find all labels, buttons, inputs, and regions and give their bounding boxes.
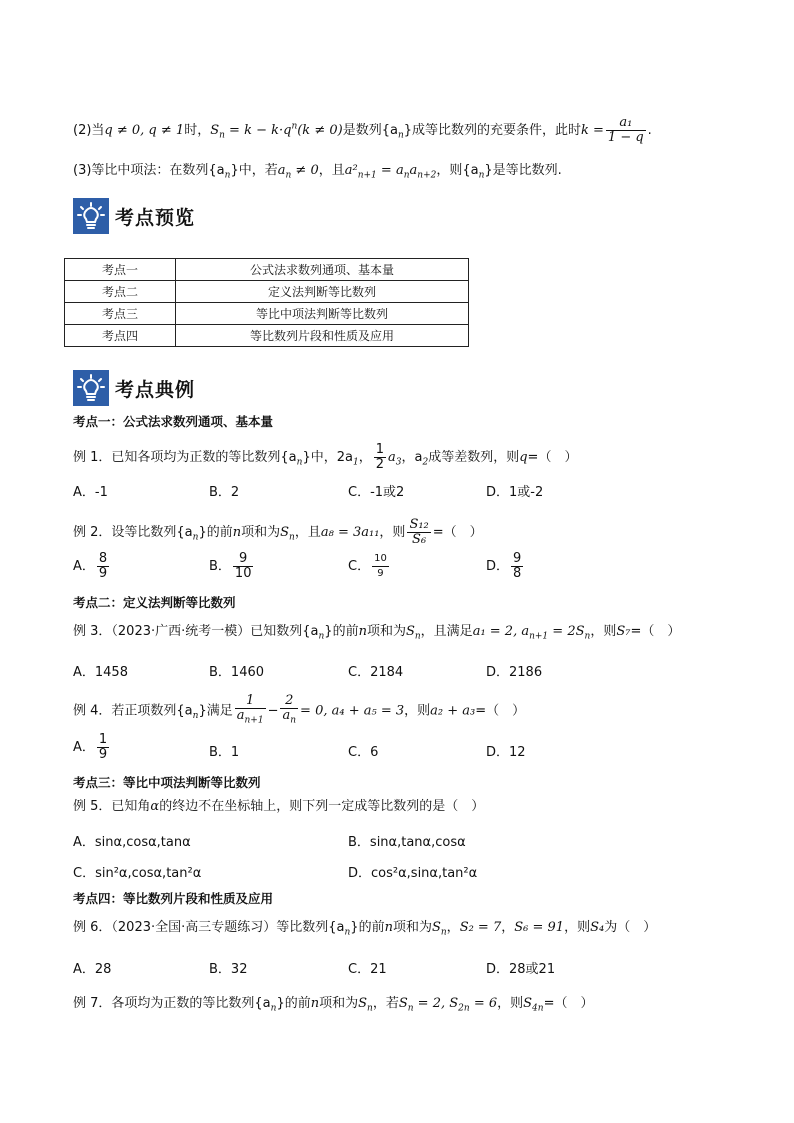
example-1: 例 1．已知各项均为正数的等比数列$\{a_n\}$中，$2a_1$， $\frac{1}{2}$ $a_3$，$a_2$成等差数列，则q=（ ） xyxy=(73,442,578,472)
text: 例 4．若正项数列{a xyxy=(73,703,193,719)
intro-line-3: (3)等比中项法：在数列$\{a_n\}$中，若$a_n \ne 0$，且$a^2_{n+1} = a_na_{n+2}$，则$\{a_n\}$是等比数列. xyxy=(73,163,562,181)
heading-title: 考点典例 xyxy=(115,378,196,401)
math: a₂ + a₃ xyxy=(430,703,476,719)
example-4: 例 4．若正项数列$\{a_n\}$满足 $\frac{1}{a_{n+1}}$ − $\frac{2}{a_n}$ = 0, a₄ + a₅ = 3，则a₂ + a₃=（ ） xyxy=(73,693,526,726)
text: ，且 xyxy=(318,163,345,178)
text: 是数列{a xyxy=(342,123,398,138)
fraction: $\frac{8}{9}$ xyxy=(98,551,108,581)
math: α xyxy=(150,799,160,814)
text: − xyxy=(267,703,279,719)
example-5 xyxy=(73,798,484,816)
option-b[interactable]: B． $\frac{9}{10}$ xyxy=(209,551,252,581)
text: 的终边不在坐标轴上，则下列一定成等比数列的是（ ） xyxy=(159,799,485,814)
lightbulb-icon xyxy=(73,198,109,234)
section-title: 考点三：等比中项法判断等比数列 xyxy=(73,775,261,790)
text: (2)当 xyxy=(73,123,105,138)
math: a xyxy=(388,450,396,465)
section-title: 考点四：等比数列片段和性质及应用 xyxy=(73,891,274,906)
text: ，则 xyxy=(379,525,406,540)
math: a₈ = 3a₁₁ xyxy=(320,525,380,540)
math: S xyxy=(358,996,368,1011)
section-title: 考点一：公式法求数列通项、基本量 xyxy=(73,414,274,429)
math: a₁ = 2, a xyxy=(472,624,530,639)
option-d[interactable]: D．12 xyxy=(486,745,526,760)
text: }的前 xyxy=(198,525,233,540)
option-a[interactable]: A． $\frac{1}{9}$ xyxy=(73,732,108,762)
text: ，则 xyxy=(497,996,524,1011)
text: ， xyxy=(358,450,372,465)
math: = a xyxy=(376,163,404,178)
fraction: $\frac{\text{S₁₂}}{\text{S₆}}$ xyxy=(409,517,429,547)
table-cell: 考点二 xyxy=(65,281,176,303)
table-cell: 公式法求数列通项、基本量 xyxy=(176,259,469,281)
text: ，a xyxy=(401,450,423,465)
math: a xyxy=(409,163,418,178)
text: =（ ） xyxy=(432,525,483,540)
math: = 0, a₄ + a₅ = 3 xyxy=(300,703,405,719)
math: n xyxy=(310,996,320,1011)
option-c[interactable]: C．21 xyxy=(348,962,387,977)
math: S xyxy=(280,525,290,540)
table-cell: 考点一 xyxy=(65,259,176,281)
math: S₆ = 91 xyxy=(514,920,565,935)
option-d[interactable]: D．1或-2 xyxy=(486,485,544,500)
fraction: $\frac{1}{9}$ xyxy=(98,732,108,762)
math: S xyxy=(523,996,533,1011)
table-cell: 等比中项法判断等比数列 xyxy=(176,303,469,325)
math: q xyxy=(519,450,528,465)
text: 项和为 xyxy=(366,624,406,639)
preview-heading xyxy=(73,198,195,234)
text: }的前 xyxy=(324,624,359,639)
text: =（ ） xyxy=(543,996,594,1011)
text: =（ ） xyxy=(630,624,681,639)
math: S₄ xyxy=(590,920,605,935)
text: }中，若 xyxy=(230,163,278,178)
section-title: 考点二：定义法判断等比数列 xyxy=(73,595,236,610)
math: n xyxy=(358,624,367,639)
option-c[interactable]: C．sin²α,cosα,tan²α xyxy=(73,866,202,881)
option-d[interactable]: D． $\frac{9}{8}$ xyxy=(486,551,522,581)
example-3: 例 3．（2023·广西·统考一模）已知数列$\{a_n\}$的前n项和为$S_n$，且满足a₁ = 2, $a_{n+1} = 2S_n$，则S₇=（ ） xyxy=(73,624,681,642)
math: (k ≠ 0) xyxy=(297,123,343,138)
text: 例 1．已知各项均为正数的等比数列{a xyxy=(73,450,297,465)
option-c[interactable]: C． $\frac{10}{9}$ xyxy=(348,553,387,579)
heading-title: 考点预览 xyxy=(115,206,196,229)
option-b[interactable]: B．2 xyxy=(209,485,240,500)
option-a[interactable]: A． $\frac{8}{9}$ xyxy=(73,551,108,581)
math: = 2, S xyxy=(413,996,459,1011)
fraction: $\frac{1}{a_{n+1}}$ xyxy=(236,693,264,726)
option-b[interactable]: B．1 xyxy=(209,745,240,760)
option-c[interactable]: C．6 xyxy=(348,745,379,760)
overview-table xyxy=(64,258,469,347)
text: ， xyxy=(501,920,515,935)
table-cell: 考点三 xyxy=(65,303,176,325)
text: 时， xyxy=(184,123,211,138)
text: 成等差数列，则 xyxy=(428,450,520,465)
option-d[interactable]: D．28或21 xyxy=(486,962,556,977)
math: = k − k·q xyxy=(224,123,292,138)
example-7: 例 7．各项均为正数的等比数列$\{a_n\}$的前n项和为$S_n$，若$S_n = 2$, $S_{2n} = 6$，则$S_{4n}=$（ ） xyxy=(73,996,594,1014)
option-d[interactable]: D．2186 xyxy=(486,665,543,680)
option-c[interactable]: C．2184 xyxy=(348,665,404,680)
text: 例 2．设等比数列{a xyxy=(73,525,193,540)
text: }的前 xyxy=(350,920,385,935)
math: S xyxy=(405,624,415,639)
table-row xyxy=(65,281,469,303)
math: a² xyxy=(344,163,358,178)
math: S₂ = 7 xyxy=(459,920,502,935)
math: = 2S xyxy=(548,624,585,639)
text: 例 5．已知角 xyxy=(73,799,151,814)
text: }中，2a xyxy=(302,450,353,465)
table-row xyxy=(65,259,469,281)
text: }满足 xyxy=(198,703,233,719)
option-d[interactable]: D．cos²α,sinα,tan²α xyxy=(348,866,478,881)
text: }的前 xyxy=(276,996,311,1011)
table-cell: 定义法判断等比数列 xyxy=(176,281,469,303)
text: =（ ） xyxy=(475,703,526,719)
math: ≠ 0 xyxy=(291,163,319,178)
math: k = xyxy=(581,123,604,138)
text: (3)等比中项法：在数列{a xyxy=(73,163,225,178)
fraction: $\frac{1}{2}$ xyxy=(375,442,384,472)
text: ， xyxy=(446,920,460,935)
math: n xyxy=(384,920,393,935)
lightbulb-icon xyxy=(73,370,109,406)
text: 例 3．（2023·广西·统考一模）已知数列{a xyxy=(73,624,319,639)
option-b[interactable]: B．sinα,tanα,cosα xyxy=(348,835,466,850)
fraction: $\frac{\text{a₁}}{1 - q}$ xyxy=(607,115,644,145)
fraction: $\frac{9}{10}$ xyxy=(234,551,252,581)
option-c[interactable]: C．-1或2 xyxy=(348,485,405,500)
text: ，且 xyxy=(294,525,321,540)
text: 为（ ） xyxy=(604,920,657,935)
math: S xyxy=(398,996,408,1011)
text: ，若 xyxy=(372,996,399,1011)
math: S xyxy=(210,123,220,138)
example-2: 例 2．设等比数列$\{a_n\}$的前n项和为$S_n$，且a₈ = 3a₁₁，则 $\frac{\text{S₁₂}}{\text{S₆}}$ =（ ） xyxy=(73,517,483,547)
text: ，则{a xyxy=(436,163,479,178)
table-row xyxy=(65,303,469,325)
math: n xyxy=(232,525,242,540)
math: q ≠ 0, q ≠ 1 xyxy=(104,123,185,138)
fraction: $\frac{9}{8}$ xyxy=(513,551,522,581)
math: = 6 xyxy=(469,996,498,1011)
table-cell: 等比数列片段和性质及应用 xyxy=(176,325,469,347)
option-a[interactable]: A．28 xyxy=(73,962,112,977)
math: S₇ xyxy=(616,624,631,639)
option-a[interactable]: A．sinα,cosα,tanα xyxy=(73,835,191,850)
math: S xyxy=(431,920,441,935)
table-row xyxy=(65,325,469,347)
text: 例 7．各项均为正数的等比数列{a xyxy=(73,996,271,1011)
text: ，则 xyxy=(564,920,591,935)
table-cell: 考点四 xyxy=(65,325,176,347)
text: 项和为 xyxy=(392,920,432,935)
examples-heading xyxy=(73,370,195,406)
math: a xyxy=(277,163,286,178)
fraction: $\frac{10}{9}$ xyxy=(374,553,387,579)
text: =（ ） xyxy=(527,450,578,465)
intro-line-2: (2)当q ≠ 0, q ≠ 1时，$S_n = k - k\cdot q^n(k \ne 0)$是数列$\{a_n\}$成等比数列的充要条件，此时k = $\frac{\text{a₁}}{1 - q}$ . xyxy=(73,115,652,145)
fraction: $\frac{2}{a_n}$ xyxy=(282,693,297,726)
example-6: 例 6．（2023·全国·高三专题练习）等比数列$\{a_n\}$的前n项和为$S_n$，S₂ = 7，S₆ = 91，则S₄为（ ） xyxy=(73,920,657,938)
text: ，则 xyxy=(404,703,431,719)
option-a[interactable]: A．1458 xyxy=(73,665,128,680)
option-b[interactable]: B．1460 xyxy=(209,665,265,680)
option-a[interactable]: A．-1 xyxy=(73,485,108,500)
text: 项和为 xyxy=(241,525,281,540)
text: ，且满足 xyxy=(420,624,473,639)
text: 项和为 xyxy=(319,996,359,1011)
option-b[interactable]: B．32 xyxy=(209,962,248,977)
text: 例 6．（2023·全国·高三专题练习）等比数列{a xyxy=(73,920,345,935)
text: ，则 xyxy=(590,624,617,639)
text: }是等比数列. xyxy=(484,163,562,178)
text: }成等比数列的充要条件，此时 xyxy=(403,123,582,138)
